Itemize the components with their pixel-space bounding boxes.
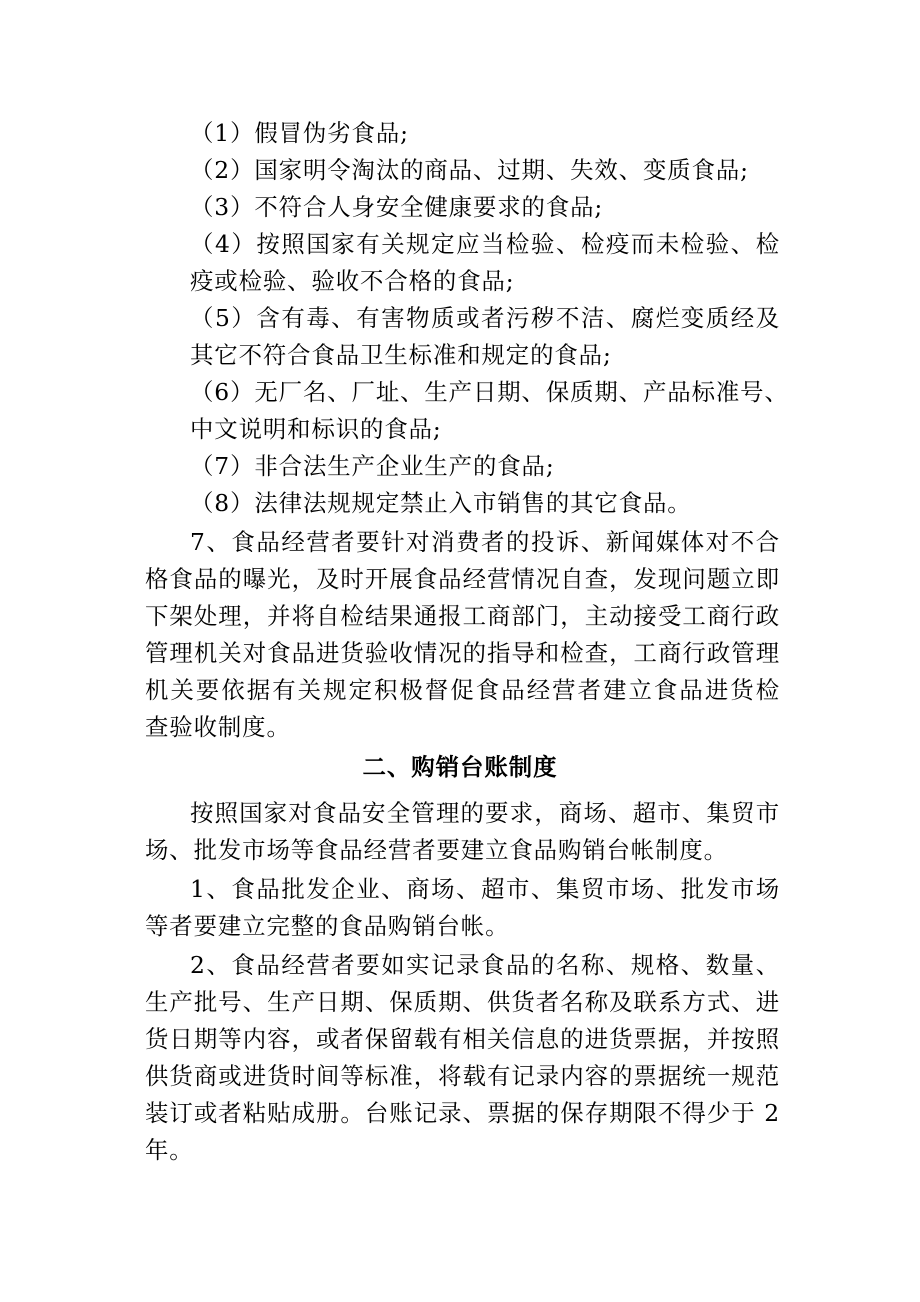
paragraph-line: 场、批发市场等食品经营者要建立食品购销台帐制度。	[145, 836, 728, 864]
section-title: 二、购销台账制度	[362, 753, 558, 781]
list-item-continued: 其它不符合食品卫生标准和规定的食品;	[190, 341, 612, 369]
paragraph-line: 等者要建立完整的食品购销台帐。	[145, 912, 510, 940]
paragraph-line: 机关要依据有关规定积极督促食品经营者建立食品进货检	[145, 676, 780, 704]
paragraph-line: 2、食品经营者要如实记录食品的名称、规格、数量、	[190, 951, 780, 979]
list-item-continued: 疫或检验、验收不合格的食品;	[190, 267, 515, 295]
paragraph-line: 货日期等内容，或者保留载有相关信息的进货票据，并按照	[145, 1025, 780, 1053]
paragraph-line: 年。	[145, 1136, 194, 1164]
list-item: （1）假冒伪劣食品;	[190, 119, 409, 147]
paragraph-line: 按照国家对食品安全管理的要求，商场、超市、集贸市	[190, 799, 780, 827]
list-item: （7）非合法生产企业生产的食品;	[190, 452, 555, 480]
paragraph-line: 格食品的曝光，及时开展食品经营情况自查，发现问题立即	[145, 565, 780, 593]
paragraph-line: 查验收制度。	[145, 713, 291, 741]
paragraph-line: 装订或者粘贴成册。台账记录、票据的保存期限不得少于 2	[145, 1099, 780, 1127]
list-item: （2）国家明令淘汰的商品、过期、失效、变质食品;	[190, 156, 749, 184]
paragraph-line: 管理机关对食品进货验收情况的指导和检查，工商行政管理	[145, 639, 780, 667]
list-item: （5）含有毒、有害物质或者污秽不洁、腐烂变质经及	[190, 304, 780, 332]
list-item: （8）法律法规规定禁止入市销售的其它食品。	[190, 489, 692, 517]
paragraph-line: 7、食品经营者要针对消费者的投诉、新闻媒体对不合	[190, 528, 780, 556]
paragraph-line: 供货商或进货时间等标准，将载有记录内容的票据统一规范	[145, 1062, 780, 1090]
list-item: （4）按照国家有关规定应当检验、检疫而未检验、检	[190, 230, 780, 258]
list-item-continued: 中文说明和标识的食品;	[190, 415, 442, 443]
paragraph-line: 1、食品批发企业、商场、超市、集贸市场、批发市场	[190, 875, 780, 903]
list-item: （3）不符合人身安全健康要求的食品;	[190, 193, 604, 221]
list-item: （6）无厂名、厂址、生产日期、保质期、产品标准号、	[190, 378, 789, 406]
paragraph-line: 生产批号、生产日期、保质期、供货者名称及联系方式、进	[145, 988, 780, 1016]
paragraph-line: 下架处理，并将自检结果通报工商部门，主动接受工商行政	[145, 602, 780, 630]
